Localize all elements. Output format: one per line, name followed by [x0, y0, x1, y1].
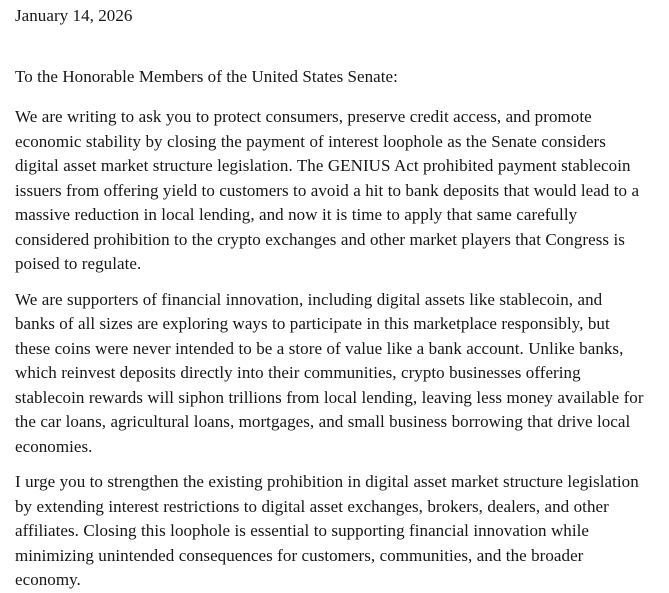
letter-paragraph-1: We are writing to ask you to protect consumers, preserve credit access, and promote economic stability by closing the payment of interest loophole as the Senate considers digital asset market structure legislation. The GENIUS Act prohibited payment stablecoin issuers from offering yield to customers to avoid a hit to bank deposits that would lead to a massive reduction in local lending, and now it is time to apply that same carefully considered prohibition to the crypto exchanges and other market players that Congress is poised to regulate. [15, 107, 640, 273]
letter-date: January 14, 2026 [15, 6, 133, 25]
date-salutation-spacer [15, 29, 645, 65]
letter-body [15, 105, 645, 593]
letter-paragraph-3: I urge you to strengthen the existing prohibition in digital asset market structure legislation by extending interest restrictions to digital asset exchanges, brokers, dealers, and other affiliates. Closing this loophole is essential to supporting financial innovation while minimizing unintended consequences for customers, communities, and the broader economy. [15, 472, 639, 589]
letter-paragraph-2: We are supporters of financial innovation, including digital assets like stablecoin, and banks of all sizes are exploring ways to participate in this marketplace responsibly, but these coins were never intended to be a store of value like a bank account. Unlike banks, which reinvest deposits directly into their communities, crypto businesses offering stablecoin rewards will siphon trillions from local lending, leaving less money available for the car loans, agricultural loans, mortgages, and small business borrowing that drive local economies. [15, 289, 644, 456]
letter-salutation: To the Honorable Members of the United States Senate: [15, 66, 398, 86]
